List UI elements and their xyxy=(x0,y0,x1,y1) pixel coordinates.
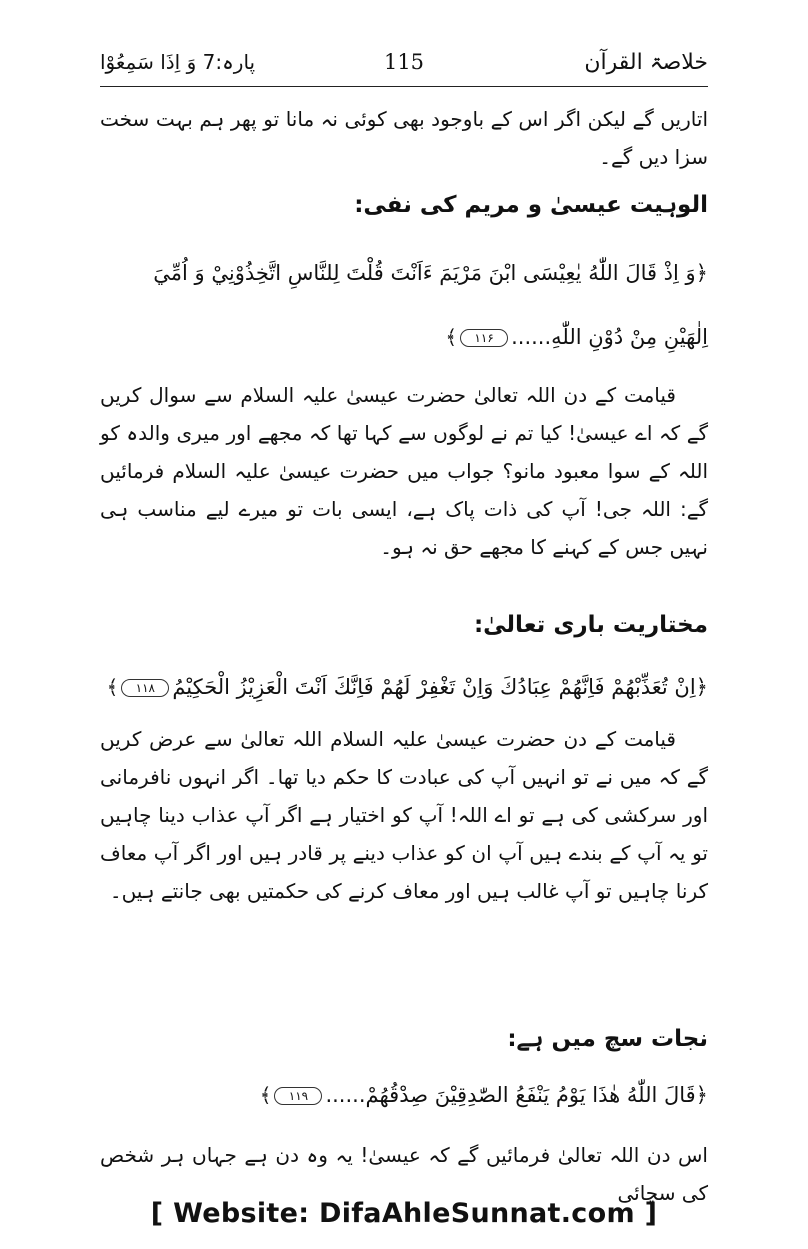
ayah-1-line-2 xyxy=(100,312,708,362)
page-number: 115 xyxy=(383,50,425,74)
section-heading-1: الوہیت عیسیٰ و مریم کی نفی: xyxy=(354,192,708,218)
website-footer: [ Website: DifaAhleSunnat.com ] xyxy=(150,1198,658,1229)
ayah-3-text-1: ﴿قَالَ اللّٰهُ هٰذَا يَوْمُ يَنْفَعُ الصّٰدِقِيْنَ صِدْقُهُمْ...... xyxy=(325,1083,708,1107)
ayah-2-line-1 xyxy=(100,662,708,712)
juz-label: پارہ:7 وَ اِذَا سَمِعُوْا xyxy=(100,50,256,74)
section-heading-2: مختاریت باری تعالیٰ: xyxy=(473,612,708,638)
closing-brace-1: ﴾ xyxy=(445,325,458,349)
closing-brace-3: ﴾ xyxy=(259,1083,272,1107)
ayah-3-line-1 xyxy=(100,1070,708,1120)
section-paragraph-3: اس دن اللہ تعالیٰ فرمائیں گے کہ عیسیٰ! یہ وہ دن ہے جہاں ہر شخص کی سچائی xyxy=(100,1143,708,1205)
section-heading-3: نجات سچ میں ہے: xyxy=(507,1026,708,1052)
closing-brace-2: ﴾ xyxy=(106,675,119,699)
ayah-1-line-1 xyxy=(100,248,708,298)
ayah-number-marker-3: ۱۱۹ xyxy=(274,1087,322,1105)
ayah-1-text-2: اِلٰهَيْنِ مِنْ دُوْنِ اللّٰهِ...... xyxy=(511,325,708,349)
ayah-number-marker-1: ۱۱۶ xyxy=(460,329,508,347)
ayah-number-marker-2: ۱۱۸ xyxy=(121,679,169,697)
page-header xyxy=(100,44,708,84)
section-paragraph-2: قیامت کے دن حضرت عیسیٰ علیہ السلام اللہ تعالیٰ سے عرض کریں گے کہ میں نے تو انہیں آپ کی عبادت کا حکم دیا تھا۔ اگر انہوں نافرمانی اور سرکشی کی ہے تو اے اللہ! آپ کو اختیار ہے اگر آپ عذاب دینا چاہیں تو یہ آپ کے بندے ہیں آپ ان کو عذاب دینے پر قادر ہیں اور اگر آپ معاف کرنا چاہیں تو آپ غالب ہیں اور معاف کرنے کی حکمتیں بھی جانتے ہیں۔ xyxy=(100,727,708,903)
section-paragraph-1: قیامت کے دن اللہ تعالیٰ حضرت عیسیٰ علیہ السلام سے سوال کریں گے کہ اے عیسیٰ! کیا تم نے لوگوں سے کہا تھا کہ مجھے اور میری والدہ کو اللہ کے سوا معبود مانو؟ جواب میں حضرت عیسیٰ علیہ السلام فرمائیں گے: اللہ جی! آپ کی ذات پاک ہے، ایسی بات تو میرے لیے مناسب ہی نہیں جس کے کہنے کا مجھے حق نہ ہو۔ xyxy=(100,383,708,559)
book-title: خلاصۃ القرآن xyxy=(584,50,708,75)
intro-paragraph: اتاریں گے لیکن اگر اس کے باوجود بھی کوئی نہ مانا تو پھر ہم بہت سخت سزا دیں گے۔ xyxy=(100,107,708,169)
ayah-2-text-1: ﴿اِنْ تُعَذِّبْهُمْ فَاِنَّهُمْ عِبَادُكَ وَاِنْ تَغْفِرْ لَهُمْ فَاِنَّكَ اَنْتَ الْعَزِيْزُ الْحَكِيْمُ xyxy=(172,675,708,699)
header-divider xyxy=(100,86,708,87)
ayah-1-text-1: ﴿وَ اِذْ قَالَ اللّٰهُ يٰعِيْسَى ابْنَ مَرْيَمَ ءَاَنْتَ قُلْتَ لِلنَّاسِ اتَّخِذُوْنِيْ وَ اُمِّيَ xyxy=(153,261,708,285)
